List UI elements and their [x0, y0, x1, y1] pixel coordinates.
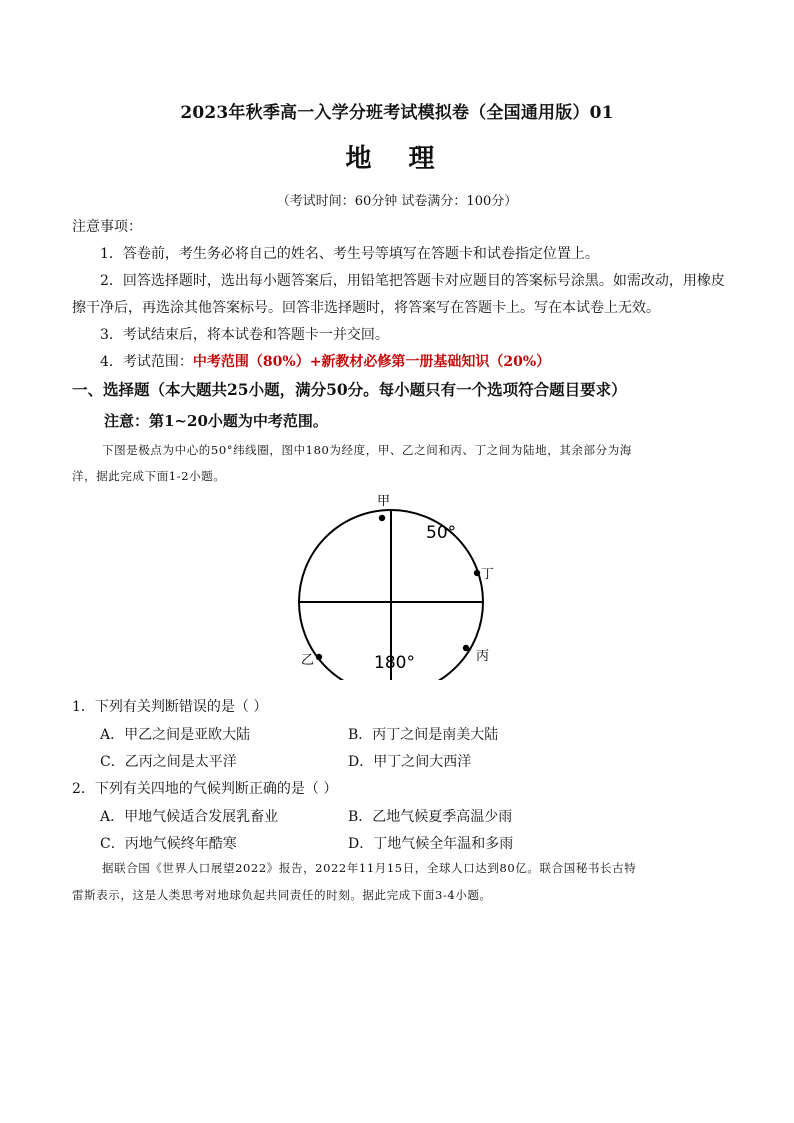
note-item-1: 1．答卷前，考生务必将自己的姓名、考生号等填写在答题卡和试卷指定位置上。: [100, 246, 599, 262]
subject-title: 地 理: [345, 144, 449, 174]
question-2-option-a: A．甲地气候适合发展乳畜业: [100, 809, 279, 825]
label-bing: 丙: [476, 649, 490, 664]
latitude-circle-figure: [290, 490, 500, 680]
label-ding: 丁: [481, 567, 495, 582]
question-1-option-d: D．甲丁之间大西洋: [348, 754, 472, 770]
label-jia: 甲: [377, 494, 391, 509]
exam-title: 2023年秋季高一入学分班考试模拟卷（全国通用版）01: [180, 103, 614, 123]
label-yi: 乙: [301, 653, 315, 668]
point-bing: [463, 645, 469, 651]
question-2-option-b: B．乙地气候夏季高温少雨: [348, 809, 513, 825]
note-item-4: [100, 351, 550, 371]
notes-heading: 注意事项：: [72, 219, 142, 235]
question-2-option-c: C．丙地气候终年酷寒: [100, 836, 237, 852]
question-1-stem: 1．下列有关判断错误的是（ ）: [72, 699, 268, 715]
note-item-4-prefix: 4．考试范围：: [100, 354, 193, 370]
note-item-2-line-2: 擦干净后，再选涂其他答案标号。回答非选择题时，将答案写在答题卡上。写在本试卷上无效。: [72, 300, 660, 316]
note-item-2-line-1: 2．回答选择题时，选出每小题答案后，用铅笔把答题卡对应题目的答案标号涂黑。如需改动，用橡皮: [100, 273, 725, 289]
exam-time-info: （考试时间：60分钟 试卷满分：100分）: [276, 194, 518, 209]
passage-2-line-2: 雷斯表示，这是人类思考对地球负起共同责任的时刻。据此完成下面3-4小题。: [72, 888, 492, 902]
exam-scope: 中考范围（80%）+新教材必修第一册基础知识（20%）: [192, 354, 551, 370]
question-2-option-d: D．丁地气候全年温和多雨: [348, 836, 514, 852]
passage-1-line-2: 洋，据此完成下面1-2小题。: [72, 469, 226, 483]
label-longitude: 180°: [374, 653, 415, 673]
question-1-option-a: A．甲乙之间是亚欧大陆: [100, 727, 251, 743]
note-item-3: 3．考试结束后，将本试卷和答题卡一并交回。: [100, 327, 389, 343]
section-1-note: 注意：第1~20小题为中考范围。: [104, 412, 328, 430]
point-ding: [474, 570, 480, 576]
question-1-option-b: B．丙丁之间是南美大陆: [348, 727, 499, 743]
question-1-option-c: C．乙丙之间是太平洋: [100, 754, 237, 770]
point-jia: [379, 515, 385, 521]
passage-1-line-1: 下图是极点为中心的50°纬线圈，图中180为经度，甲、乙之间和丙、丁之间为陆地，其余部分为海: [102, 443, 632, 457]
question-2-stem: 2．下列有关四地的气候判断正确的是（ ）: [72, 781, 338, 797]
section-1-heading: 一、选择题（本大题共25小题，满分50分。每小题只有一个选项符合题目要求）: [72, 380, 627, 399]
latitude-circle-diagram: [290, 490, 500, 680]
label-latitude: 50°: [426, 523, 457, 543]
passage-2-line-1: 据联合国《世界人口展望2022》报告，2022年11月15日，全球人口达到80亿。联合国秘书长古特: [102, 861, 637, 875]
point-yi: [316, 654, 322, 660]
